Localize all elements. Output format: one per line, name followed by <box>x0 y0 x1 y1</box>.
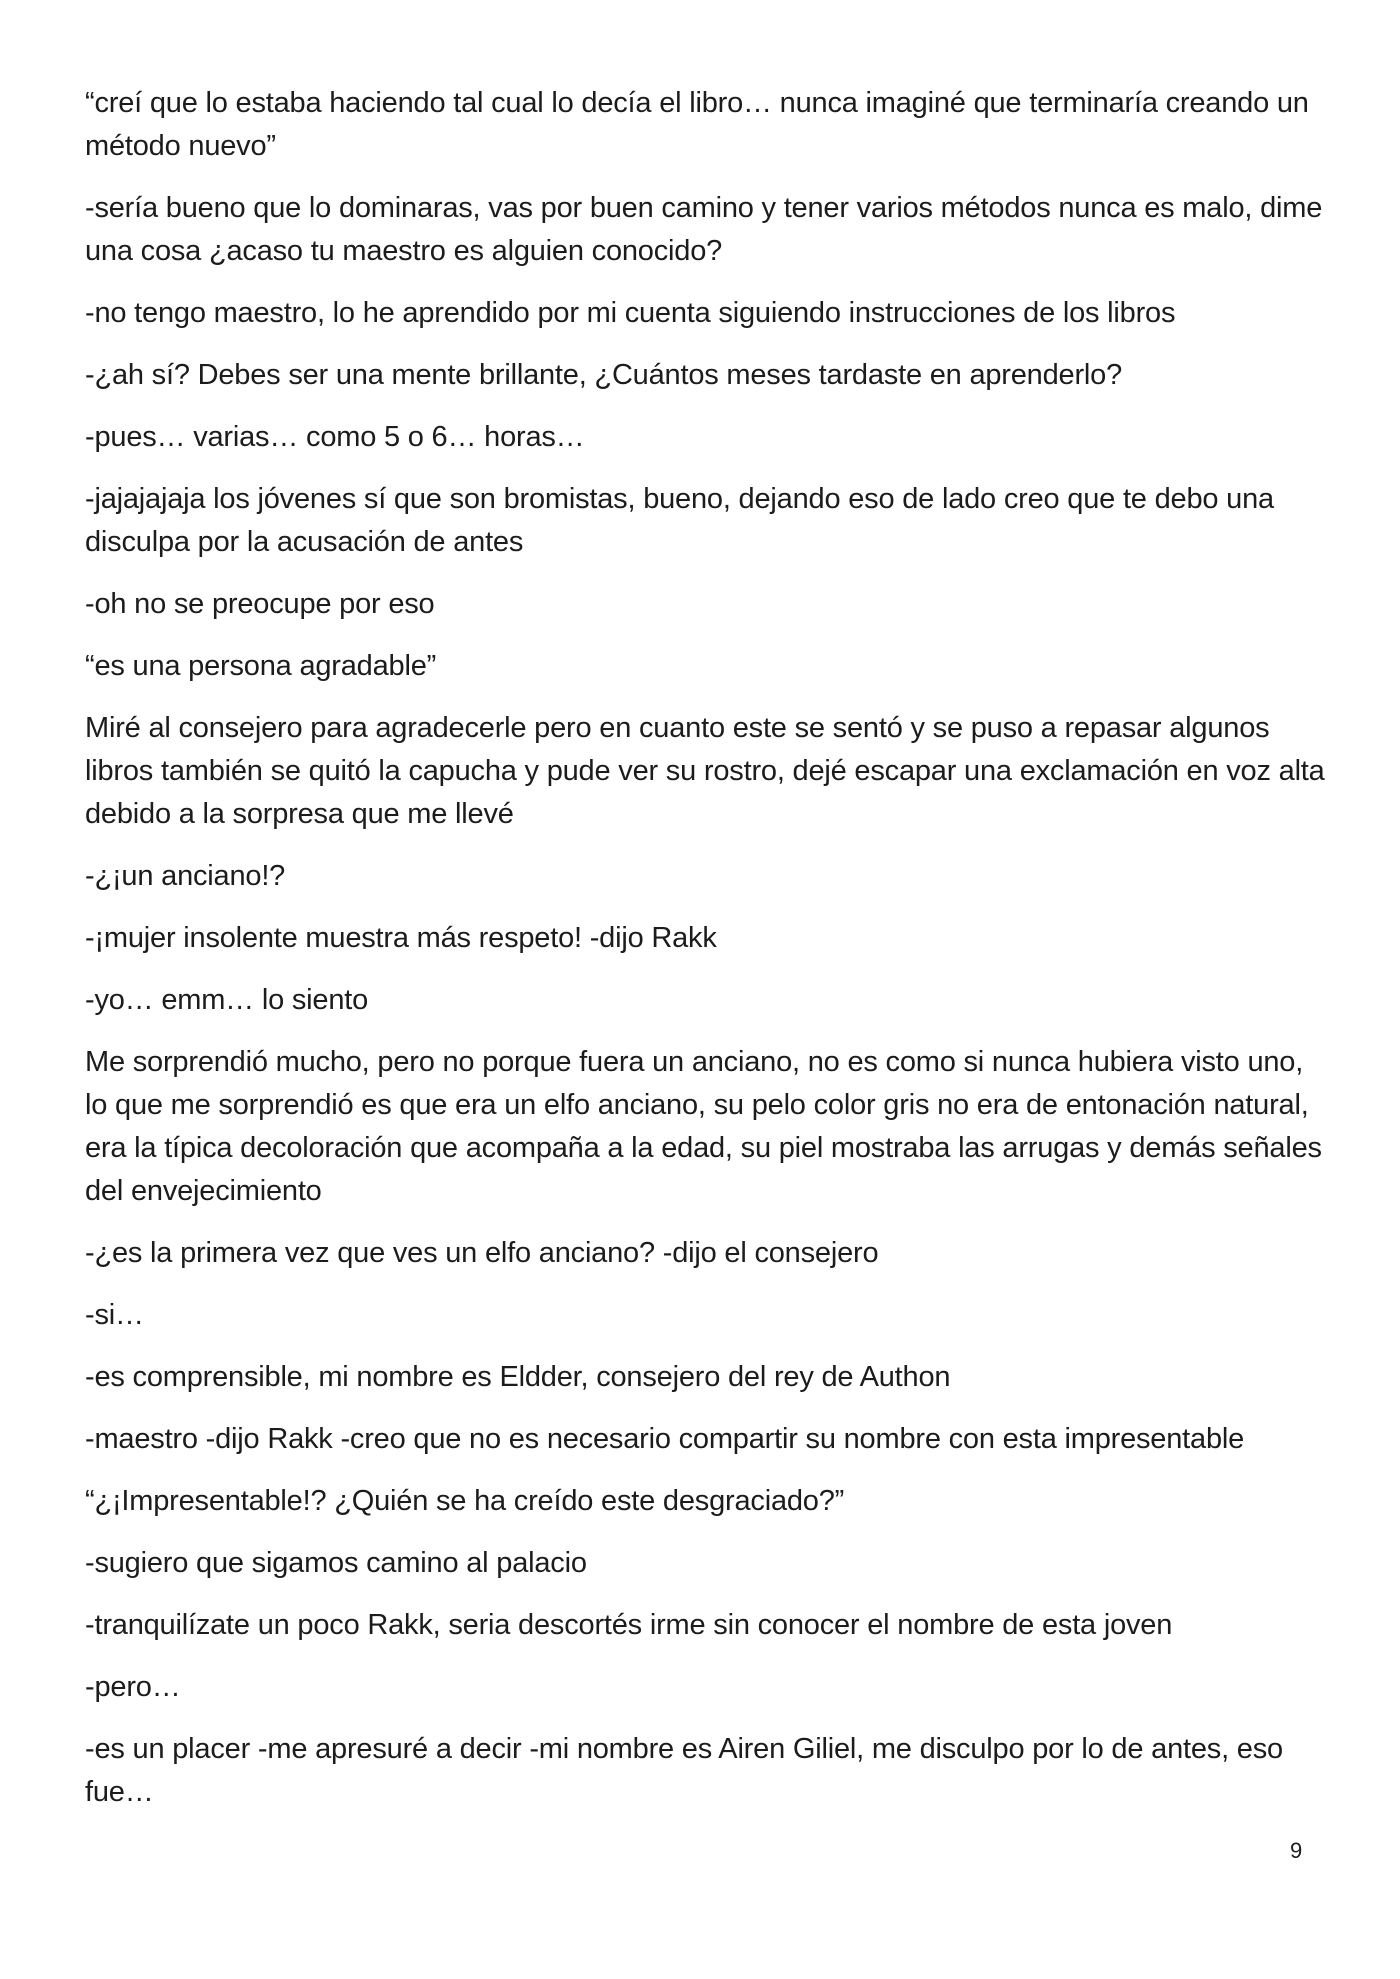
paragraph: -oh no se preocupe por eso <box>85 588 435 620</box>
paragraph: -si… <box>85 1299 144 1331</box>
paragraph: -sugiero que sigamos camino al palacio <box>85 1547 587 1579</box>
paragraph: -yo… emm… lo siento <box>85 984 369 1016</box>
paragraph: -pero… <box>85 1671 181 1703</box>
paragraph: -tranquilízate un poco Rakk, seria descortés irme sin conocer el nombre de esta joven <box>85 1609 1173 1641</box>
paragraph: Me sorprendió mucho, pero no porque fuera un anciano, no es como si nunca hubiera visto uno, lo que me sorprendió es que era un elfo anciano, su pelo color gris no era de entonación natural, era la típica decoloración que acompaña a la edad, su piel mostraba las arrugas y demás señales del envejecimiento <box>85 1046 1322 1207</box>
paragraph: -pues… varias… como 5 o 6… horas… <box>85 421 585 453</box>
paragraph: -jajajajaja los jóvenes sí que son bromistas, bueno, dejando eso de lado creo que te debo una disculpa por la acusación de antes <box>85 483 1274 558</box>
paragraph: “creí que lo estaba haciendo tal cual lo decía el libro… nunca imaginé que terminaría creando un método nuevo” <box>85 87 1309 162</box>
paragraph: -¿es la primera vez que ves un elfo anciano? -dijo el consejero <box>85 1237 879 1269</box>
paragraph: -es comprensible, mi nombre es Eldder, consejero del rey de Authon <box>85 1361 951 1393</box>
page-number: 9 <box>1290 1838 1303 1863</box>
paragraph: -¿¡un anciano!? <box>85 860 286 892</box>
paragraph: -no tengo maestro, lo he aprendido por mi cuenta siguiendo instrucciones de los libros <box>85 297 1176 329</box>
paragraph: “¿¡Impresentable!? ¿Quién se ha creído este desgraciado?” <box>85 1485 845 1517</box>
paragraph: -es un placer -me apresuré a decir -mi nombre es Airen Giliel, me disculpo por lo de antes, eso fue… <box>85 1733 1283 1808</box>
text-body <box>85 82 1325 1833</box>
paragraph: -¿ah sí? Debes ser una mente brillante, ¿Cuántos meses tardaste en aprenderlo? <box>85 359 1123 391</box>
paragraph: Miré al consejero para agradecerle pero en cuanto este se sentó y se puso a repasar algunos libros también se quitó la capucha y pude ver su rostro, dejé escapar una exclamación en voz alta debido a la sorpresa que me llevé <box>85 712 1325 830</box>
paragraph: -¡mujer insolente muestra más respeto! -dijo Rakk <box>85 922 717 954</box>
paragraph: “es una persona agradable” <box>85 650 437 682</box>
paragraph: -sería bueno que lo dominaras, vas por buen camino y tener varios métodos nunca es malo, dime una cosa ¿acaso tu maestro es alguien conocido? <box>85 192 1323 267</box>
paragraph: -maestro -dijo Rakk -creo que no es necesario compartir su nombre con esta impresentable <box>85 1423 1245 1455</box>
